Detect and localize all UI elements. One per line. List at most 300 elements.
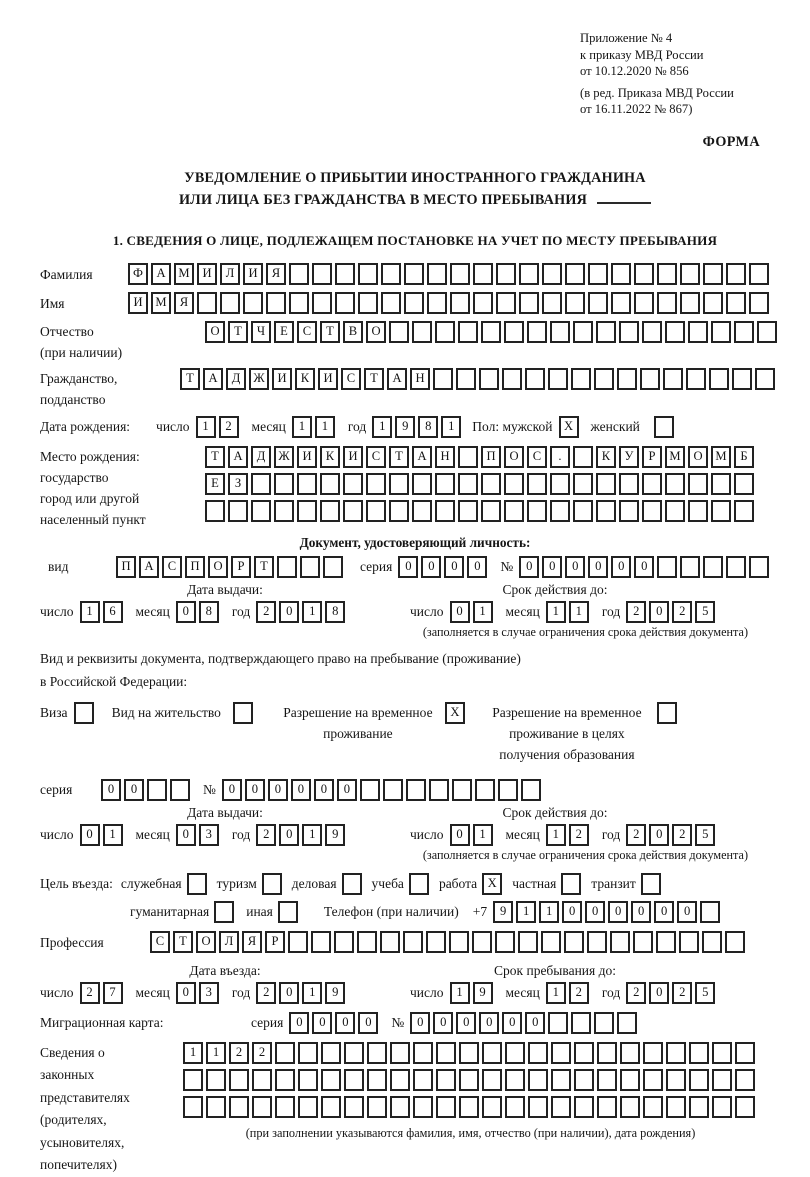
form-cell[interactable] [229,1069,249,1091]
form-cell[interactable]: Е [274,321,294,343]
form-cell[interactable] [620,1096,640,1118]
form-cell[interactable] [367,1042,387,1064]
form-cell[interactable] [334,931,354,953]
form-cell[interactable]: 2 [626,982,646,1004]
form-cell[interactable] [726,292,746,314]
form-cell[interactable]: О [504,446,524,468]
form-cell[interactable] [755,368,775,390]
form-cell[interactable] [205,500,225,522]
form-cell[interactable]: 0 [279,824,299,846]
form-cell[interactable] [527,321,547,343]
form-cell[interactable] [528,1042,548,1064]
form-cell[interactable]: 0 [649,824,669,846]
form-cell[interactable] [321,1069,341,1091]
form-cell[interactable] [665,473,685,495]
form-cell[interactable] [459,1069,479,1091]
form-cell[interactable]: Ж [249,368,269,390]
form-cell[interactable] [458,321,478,343]
form-cell[interactable]: 9 [325,824,345,846]
form-cell[interactable] [289,292,309,314]
form-cell[interactable]: 0 [479,1012,499,1034]
form-cell[interactable] [496,263,516,285]
form-cell[interactable] [459,1042,479,1064]
form-cell[interactable] [527,500,547,522]
form-cell[interactable]: О [366,321,386,343]
form-cell[interactable]: Л [219,931,239,953]
form-cell[interactable] [680,263,700,285]
form-cell[interactable] [277,556,297,578]
form-cell[interactable] [550,500,570,522]
form-cell[interactable] [574,1042,594,1064]
form-cell[interactable]: 2 [252,1042,272,1064]
form-cell[interactable]: 0 [677,901,697,923]
form-cell[interactable] [357,931,377,953]
form-cell[interactable]: А [151,263,171,285]
form-cell[interactable] [412,500,432,522]
form-cell[interactable] [504,473,524,495]
form-cell[interactable]: Я [266,263,286,285]
form-cell[interactable] [634,292,654,314]
form-cell[interactable]: Н [410,368,430,390]
form-cell[interactable] [688,321,708,343]
form-cell[interactable]: Б [734,446,754,468]
residence-permit-checkbox[interactable] [233,702,253,724]
form-cell[interactable] [703,292,723,314]
purpose-study-checkbox[interactable] [409,873,429,895]
form-cell[interactable] [380,931,400,953]
form-cell[interactable] [734,473,754,495]
form-cell[interactable] [505,1069,525,1091]
form-cell[interactable]: 2 [672,982,692,1004]
form-cell[interactable]: 0 [279,982,299,1004]
form-cell[interactable]: 1 [206,1042,226,1064]
form-cell[interactable] [596,500,616,522]
form-cell[interactable]: 0 [565,556,585,578]
form-cell[interactable]: 0 [467,556,487,578]
form-cell[interactable]: 0 [279,601,299,623]
form-cell[interactable]: 0 [176,601,196,623]
form-cell[interactable]: 0 [654,901,674,923]
form-cell[interactable]: 2 [672,824,692,846]
form-cell[interactable]: 0 [611,556,631,578]
form-cell[interactable] [620,1069,640,1091]
form-cell[interactable] [528,1096,548,1118]
form-cell[interactable] [611,263,631,285]
form-cell[interactable] [594,1012,614,1034]
form-cell[interactable]: М [174,263,194,285]
form-cell[interactable] [597,1096,617,1118]
form-cell[interactable] [197,292,217,314]
form-cell[interactable]: 3 [199,982,219,1004]
form-cell[interactable]: А [203,368,223,390]
form-cell[interactable] [381,292,401,314]
form-cell[interactable]: 0 [245,779,265,801]
form-cell[interactable] [726,263,746,285]
form-cell[interactable]: И [318,368,338,390]
form-cell[interactable]: 5 [695,824,715,846]
form-cell[interactable]: 2 [569,824,589,846]
form-cell[interactable] [183,1069,203,1091]
form-cell[interactable]: 0 [289,1012,309,1034]
form-cell[interactable]: Д [226,368,246,390]
form-cell[interactable] [642,500,662,522]
form-cell[interactable] [643,1096,663,1118]
form-cell[interactable] [525,368,545,390]
form-cell[interactable]: 0 [358,1012,378,1034]
form-cell[interactable]: П [116,556,136,578]
form-cell[interactable]: 1 [302,601,322,623]
form-cell[interactable] [403,931,423,953]
form-cell[interactable] [436,1069,456,1091]
form-cell[interactable]: Ч [251,321,271,343]
form-cell[interactable] [505,1096,525,1118]
form-cell[interactable] [383,779,403,801]
form-cell[interactable] [452,779,472,801]
form-cell[interactable] [643,1069,663,1091]
form-cell[interactable] [573,473,593,495]
form-cell[interactable]: 1 [546,824,566,846]
visa-checkbox[interactable] [74,702,94,724]
form-cell[interactable] [610,931,630,953]
form-cell[interactable] [542,292,562,314]
form-cell[interactable]: 2 [80,982,100,1004]
form-cell[interactable] [170,779,190,801]
form-cell[interactable] [597,1069,617,1091]
form-cell[interactable] [360,779,380,801]
form-cell[interactable] [611,292,631,314]
form-cell[interactable] [712,1069,732,1091]
form-cell[interactable] [479,368,499,390]
form-cell[interactable]: 2 [256,982,276,1004]
form-cell[interactable]: С [366,446,386,468]
form-cell[interactable] [734,321,754,343]
form-cell[interactable] [663,368,683,390]
form-cell[interactable]: О [208,556,228,578]
form-cell[interactable] [571,1012,591,1034]
form-cell[interactable] [573,446,593,468]
form-cell[interactable]: 1 [473,601,493,623]
form-cell[interactable]: 1 [302,982,322,1004]
form-cell[interactable] [344,1096,364,1118]
form-cell[interactable] [228,500,248,522]
form-cell[interactable]: К [320,446,340,468]
form-cell[interactable] [358,263,378,285]
form-cell[interactable]: 0 [525,1012,545,1034]
form-cell[interactable]: С [162,556,182,578]
form-cell[interactable]: 7 [103,982,123,1004]
form-cell[interactable] [321,1042,341,1064]
form-cell[interactable]: 0 [588,556,608,578]
form-cell[interactable]: 0 [101,779,121,801]
form-cell[interactable]: П [481,446,501,468]
form-cell[interactable] [335,292,355,314]
form-cell[interactable]: 2 [219,416,239,438]
form-cell[interactable]: К [596,446,616,468]
form-cell[interactable] [482,1096,502,1118]
form-cell[interactable] [588,263,608,285]
form-cell[interactable] [711,473,731,495]
form-cell[interactable] [688,500,708,522]
form-cell[interactable]: 0 [176,824,196,846]
form-cell[interactable] [456,368,476,390]
form-cell[interactable]: 9 [473,982,493,1004]
form-cell[interactable] [436,1042,456,1064]
form-cell[interactable]: З [228,473,248,495]
form-cell[interactable]: 0 [421,556,441,578]
form-cell[interactable]: Я [174,292,194,314]
form-cell[interactable] [619,321,639,343]
form-cell[interactable] [433,368,453,390]
form-cell[interactable]: Р [642,446,662,468]
form-cell[interactable] [406,779,426,801]
form-cell[interactable] [665,321,685,343]
form-cell[interactable]: Т [254,556,274,578]
form-cell[interactable]: Т [389,446,409,468]
form-cell[interactable]: 8 [199,601,219,623]
form-cell[interactable] [366,473,386,495]
form-cell[interactable] [288,931,308,953]
form-cell[interactable]: А [412,446,432,468]
form-cell[interactable] [481,473,501,495]
temp-residence-checkbox[interactable]: X [445,702,465,724]
form-cell[interactable] [749,263,769,285]
form-cell[interactable] [564,931,584,953]
form-cell[interactable] [619,500,639,522]
form-cell[interactable]: И [128,292,148,314]
form-cell[interactable]: 0 [312,1012,332,1034]
form-cell[interactable] [657,292,677,314]
form-cell[interactable] [298,1096,318,1118]
form-cell[interactable] [251,473,271,495]
form-cell[interactable]: 1 [539,901,559,923]
form-cell[interactable]: Д [251,446,271,468]
form-cell[interactable] [429,779,449,801]
form-cell[interactable] [634,263,654,285]
purpose-tourism-checkbox[interactable] [262,873,282,895]
form-cell[interactable]: М [711,446,731,468]
purpose-other-checkbox[interactable] [278,901,298,923]
form-cell[interactable]: Ж [274,446,294,468]
form-cell[interactable]: 2 [569,982,589,1004]
form-cell[interactable]: 0 [450,601,470,623]
form-cell[interactable] [206,1096,226,1118]
form-cell[interactable] [436,1096,456,1118]
form-cell[interactable]: 1 [546,601,566,623]
form-cell[interactable] [311,931,331,953]
form-cell[interactable] [642,321,662,343]
form-cell[interactable]: 0 [176,982,196,1004]
form-cell[interactable]: О [196,931,216,953]
form-cell[interactable] [275,1042,295,1064]
form-cell[interactable] [680,556,700,578]
form-cell[interactable]: 0 [433,1012,453,1034]
form-cell[interactable] [596,473,616,495]
form-cell[interactable]: 2 [626,824,646,846]
form-cell[interactable]: В [343,321,363,343]
form-cell[interactable]: Ф [128,263,148,285]
form-cell[interactable]: И [197,263,217,285]
form-cell[interactable] [657,263,677,285]
form-cell[interactable] [666,1069,686,1091]
form-cell[interactable]: 0 [337,779,357,801]
form-cell[interactable]: 0 [542,556,562,578]
form-cell[interactable] [481,321,501,343]
form-cell[interactable]: Т [205,446,225,468]
form-cell[interactable] [243,292,263,314]
form-cell[interactable] [712,1096,732,1118]
form-cell[interactable]: Р [265,931,285,953]
form-cell[interactable]: 0 [649,601,669,623]
form-cell[interactable] [413,1069,433,1091]
form-cell[interactable] [498,779,518,801]
form-cell[interactable] [435,500,455,522]
form-cell[interactable]: 1 [183,1042,203,1064]
form-cell[interactable] [389,321,409,343]
form-cell[interactable] [367,1096,387,1118]
form-cell[interactable] [686,368,706,390]
form-cell[interactable] [412,473,432,495]
purpose-official-checkbox[interactable] [187,873,207,895]
form-cell[interactable]: 1 [473,824,493,846]
form-cell[interactable] [251,500,271,522]
form-cell[interactable] [703,263,723,285]
form-cell[interactable] [587,931,607,953]
form-cell[interactable]: Л [220,263,240,285]
form-cell[interactable]: 1 [516,901,536,923]
form-cell[interactable] [320,500,340,522]
form-cell[interactable] [617,1012,637,1034]
form-cell[interactable] [427,263,447,285]
form-cell[interactable] [519,292,539,314]
form-cell[interactable]: 1 [372,416,392,438]
form-cell[interactable] [551,1042,571,1064]
form-cell[interactable]: О [688,446,708,468]
form-cell[interactable] [643,1042,663,1064]
form-cell[interactable] [689,1096,709,1118]
purpose-humanitarian-checkbox[interactable] [214,901,234,923]
form-cell[interactable]: С [297,321,317,343]
form-cell[interactable] [725,931,745,953]
form-cell[interactable]: 1 [441,416,461,438]
form-cell[interactable]: 8 [418,416,438,438]
form-cell[interactable] [665,500,685,522]
form-cell[interactable]: Е [205,473,225,495]
form-cell[interactable] [700,901,720,923]
form-cell[interactable] [688,473,708,495]
form-cell[interactable] [404,263,424,285]
form-cell[interactable] [367,1069,387,1091]
form-cell[interactable] [321,1096,341,1118]
form-cell[interactable] [482,1042,502,1064]
form-cell[interactable] [702,931,722,953]
form-cell[interactable] [275,1096,295,1118]
form-cell[interactable]: 0 [80,824,100,846]
form-cell[interactable] [620,1042,640,1064]
form-cell[interactable] [358,292,378,314]
form-cell[interactable] [749,556,769,578]
form-cell[interactable]: А [228,446,248,468]
purpose-private-checkbox[interactable] [561,873,581,895]
form-cell[interactable] [496,292,516,314]
form-cell[interactable] [458,473,478,495]
sex-male-checkbox[interactable]: X [559,416,579,438]
form-cell[interactable] [390,1096,410,1118]
form-cell[interactable]: Н [435,446,455,468]
form-cell[interactable]: 0 [268,779,288,801]
form-cell[interactable]: Т [180,368,200,390]
form-cell[interactable] [495,931,515,953]
form-cell[interactable]: С [150,931,170,953]
form-cell[interactable] [619,473,639,495]
form-cell[interactable]: М [665,446,685,468]
form-cell[interactable] [343,500,363,522]
form-cell[interactable] [594,368,614,390]
form-cell[interactable]: 0 [335,1012,355,1034]
form-cell[interactable] [550,321,570,343]
form-cell[interactable]: А [387,368,407,390]
form-cell[interactable]: М [151,292,171,314]
form-cell[interactable] [504,500,524,522]
form-cell[interactable] [472,931,492,953]
form-cell[interactable] [344,1069,364,1091]
purpose-business-checkbox[interactable] [342,873,362,895]
form-cell[interactable] [482,1069,502,1091]
form-cell[interactable]: 0 [502,1012,522,1034]
form-cell[interactable]: У [619,446,639,468]
form-cell[interactable]: 3 [199,824,219,846]
form-cell[interactable] [450,263,470,285]
form-cell[interactable]: 2 [626,601,646,623]
form-cell[interactable] [459,1096,479,1118]
form-cell[interactable] [712,1042,732,1064]
form-cell[interactable] [703,556,723,578]
form-cell[interactable] [274,473,294,495]
form-cell[interactable]: 1 [302,824,322,846]
form-cell[interactable] [390,1042,410,1064]
form-cell[interactable] [642,473,662,495]
form-cell[interactable] [183,1096,203,1118]
form-cell[interactable] [404,292,424,314]
form-cell[interactable] [473,292,493,314]
form-cell[interactable] [726,556,746,578]
form-cell[interactable] [711,321,731,343]
form-cell[interactable] [571,368,591,390]
form-cell[interactable]: 0 [410,1012,430,1034]
form-cell[interactable] [147,779,167,801]
form-cell[interactable]: 9 [493,901,513,923]
form-cell[interactable] [574,1096,594,1118]
form-cell[interactable]: Т [173,931,193,953]
form-cell[interactable] [427,292,447,314]
purpose-transit-checkbox[interactable] [641,873,661,895]
form-cell[interactable] [274,500,294,522]
form-cell[interactable]: 0 [444,556,464,578]
form-cell[interactable] [450,292,470,314]
form-cell[interactable] [320,473,340,495]
form-cell[interactable] [574,1069,594,1091]
form-cell[interactable]: Т [364,368,384,390]
form-cell[interactable] [344,1042,364,1064]
form-cell[interactable]: 1 [569,601,589,623]
purpose-work-checkbox[interactable]: X [482,873,502,895]
form-cell[interactable] [435,321,455,343]
form-cell[interactable]: П [185,556,205,578]
form-cell[interactable] [475,779,495,801]
form-cell[interactable]: О [205,321,225,343]
form-cell[interactable] [366,500,386,522]
form-cell[interactable]: 6 [103,601,123,623]
form-cell[interactable]: С [341,368,361,390]
